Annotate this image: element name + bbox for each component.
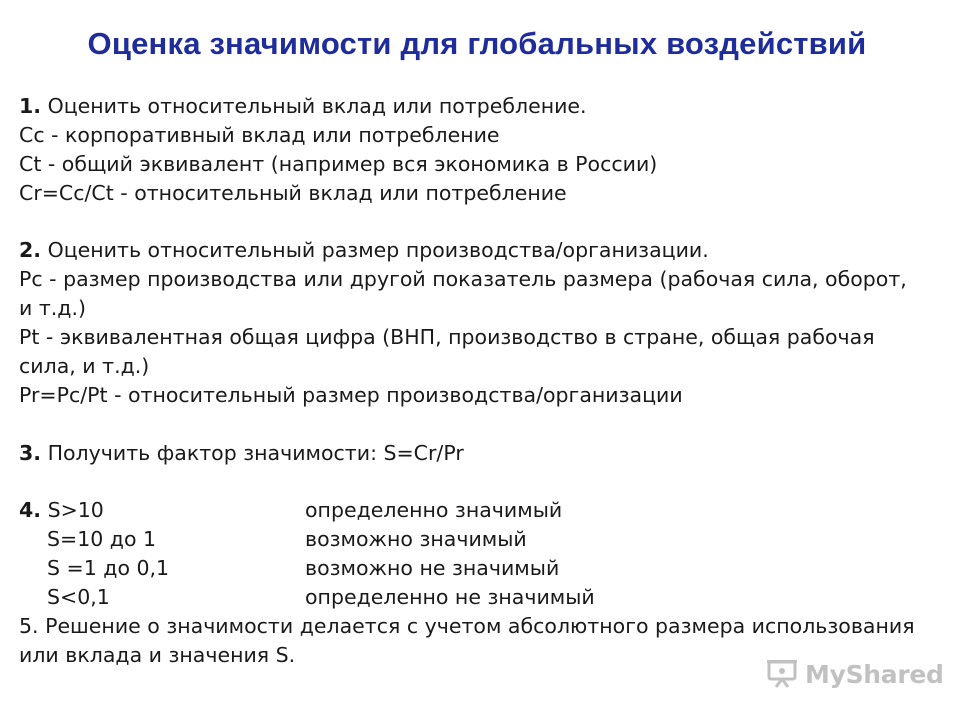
spacer [19, 468, 949, 497]
step1-line: Ct - общий эквивалент (например вся экономика в России) [19, 151, 658, 176]
significance-row [19, 583, 949, 612]
step5-line: или вклада и значения S. [19, 642, 296, 667]
significance-meaning: определенно значимый [305, 498, 563, 523]
step2-line: Pc - размер производства или другой показатель размера (рабочая сила, оборот, [19, 267, 907, 292]
page-title: Оценка значимости для глобальных воздействий [87, 26, 867, 61]
step1-number: 1. [19, 94, 42, 118]
slide-body [19, 92, 949, 670]
significance-meaning: возможно не значимый [305, 556, 560, 581]
significance-condition: S =1 до 0,1 [47, 556, 170, 581]
step1-heading [19, 92, 949, 121]
step1-line: Cr=Cc/Ct - относительный вклад или потребление [19, 180, 567, 205]
significance-meaning: возможно значимый [305, 527, 527, 552]
watermark-logo[interactable] [766, 656, 944, 692]
significance-row [19, 496, 949, 525]
step2-line: Pr=Pc/Pt - относительный размер производства/организации [19, 382, 683, 407]
significance-condition: S=10 до 1 [47, 527, 157, 552]
significance-row [19, 525, 949, 554]
projector-screen-icon [766, 659, 800, 689]
step5-line: 5. Решение о значимости делается с учетом абсолютного размера использования [19, 614, 915, 639]
spacer [19, 410, 949, 439]
step1-heading-text: Оценить относительный вклад или потребление. [41, 94, 587, 118]
step3-text: Получить фактор значимости: S=Cr/Pr [41, 440, 464, 465]
significance-meaning: определенно не значимый [305, 585, 595, 610]
significance-condition: S<0,1 [47, 585, 110, 610]
significance-condition [19, 496, 305, 525]
step2-line: сила, и т.д.) [19, 354, 150, 379]
step2-line: и т.д.) [19, 296, 86, 321]
step3-line [19, 439, 949, 468]
step1-line: Cc - корпоративный вклад или потребление [19, 122, 500, 147]
step2-heading-text: Оценить относительный размер производства/организации. [41, 238, 709, 263]
watermark-text: MyShared [805, 659, 944, 689]
significance-condition-text: S>10 [41, 498, 104, 523]
significance-row [19, 554, 949, 583]
step3-number: 3. [19, 440, 42, 465]
spacer [19, 208, 949, 237]
step2-heading [19, 236, 949, 265]
step4-number: 4. [19, 498, 42, 523]
step2-line: Pt - эквивалентная общая цифра (ВНП, производство в стране, общая рабочая [19, 325, 875, 350]
step2-number: 2. [19, 238, 42, 263]
